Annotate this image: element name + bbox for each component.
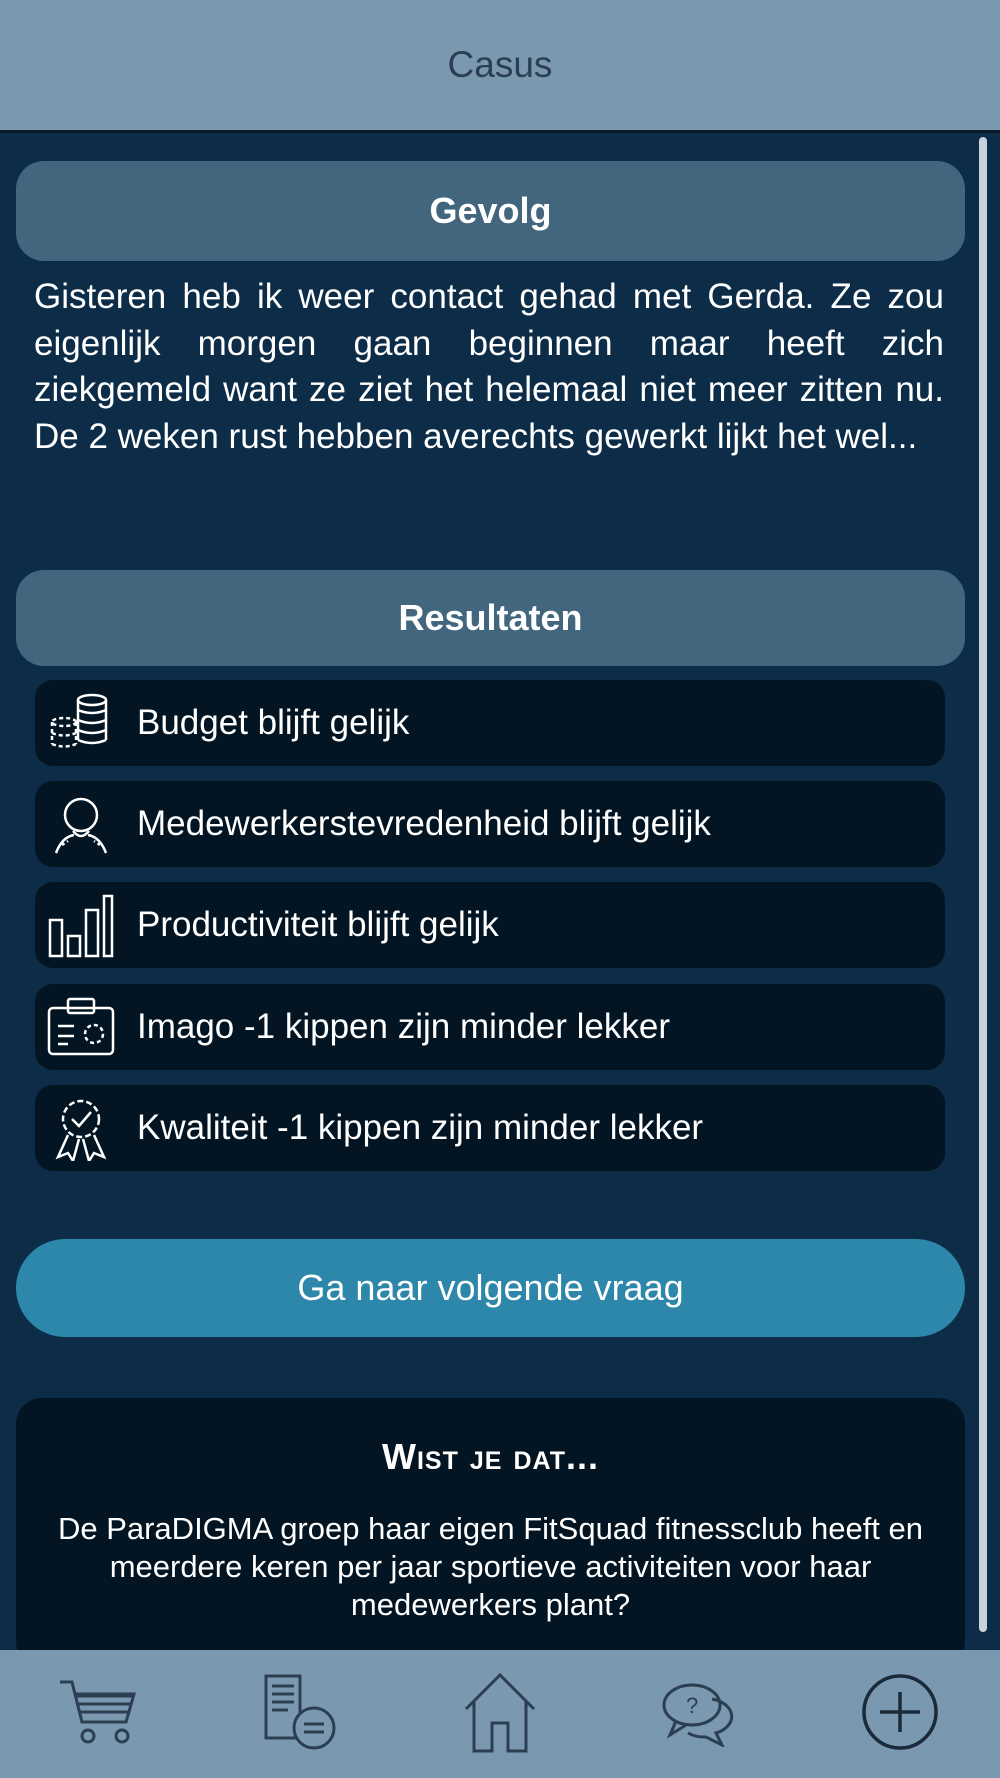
id-badge-icon bbox=[41, 984, 121, 1070]
did-you-know-title: Wist je dat... bbox=[382, 1436, 599, 1477]
nav-documents-button[interactable] bbox=[245, 1659, 355, 1769]
nav-shop-button[interactable] bbox=[45, 1659, 155, 1769]
quality-badge-icon bbox=[41, 1085, 121, 1171]
bar-chart-icon bbox=[41, 882, 121, 968]
nav-home-button[interactable] bbox=[445, 1659, 555, 1769]
chat-help-icon bbox=[658, 1677, 742, 1752]
did-you-know-text: De ParaDIGMA groep haar eigen FitSquad fitnessclub heeft en meerdere keren per jaar sportieve activiteiten voor haar medewerkers plant? bbox=[57, 1511, 924, 1622]
coins-icon bbox=[41, 680, 121, 766]
scrollbar[interactable] bbox=[979, 137, 987, 1632]
page-title: Casus bbox=[447, 44, 553, 85]
result-label: Medewerkerstevredenheid blijft gelijk bbox=[137, 804, 711, 843]
employee-satisfaction-icon bbox=[41, 781, 121, 867]
gevolg-text: Gisteren heb ik weer contact gehad met Gerda. Ze zou eigenlijk morgen gaan beginnen maar heeft zich ziekgemeld want ze ziet het helemaal niet meer zitten nu. De 2 weken rust hebben averechts gewerkt lijkt het wel... bbox=[34, 277, 944, 456]
result-item-budget bbox=[35, 680, 945, 766]
home-icon bbox=[460, 1671, 540, 1758]
documents-icon bbox=[260, 1672, 340, 1757]
nav-add-button[interactable] bbox=[845, 1659, 955, 1769]
gevolg-header: Gevolg bbox=[16, 161, 965, 261]
cart-icon bbox=[58, 1676, 142, 1753]
top-bar bbox=[0, 0, 1000, 133]
plus-circle-icon bbox=[860, 1672, 940, 1757]
bottom-navigation bbox=[0, 1650, 1000, 1778]
result-item-imago bbox=[35, 984, 945, 1070]
result-label: Budget blijft gelijk bbox=[137, 703, 410, 742]
did-you-know-card bbox=[16, 1398, 965, 1650]
svg-text:?: ? bbox=[686, 1692, 699, 1718]
result-label: Imago -1 kippen zijn minder lekker bbox=[137, 1007, 671, 1046]
result-item-employee-satisfaction bbox=[35, 781, 945, 867]
nav-help-chat-button[interactable] bbox=[645, 1659, 755, 1769]
content-area[interactable] bbox=[0, 133, 1000, 1650]
result-label: Kwaliteit -1 kippen zijn minder lekker bbox=[137, 1108, 704, 1147]
result-label: Productiviteit blijft gelijk bbox=[137, 905, 499, 944]
next-question-button[interactable]: Ga naar volgende vraag bbox=[16, 1239, 965, 1337]
result-item-quality bbox=[35, 1085, 945, 1171]
results-header: Resultaten bbox=[16, 570, 965, 666]
result-item-productivity bbox=[35, 882, 945, 968]
